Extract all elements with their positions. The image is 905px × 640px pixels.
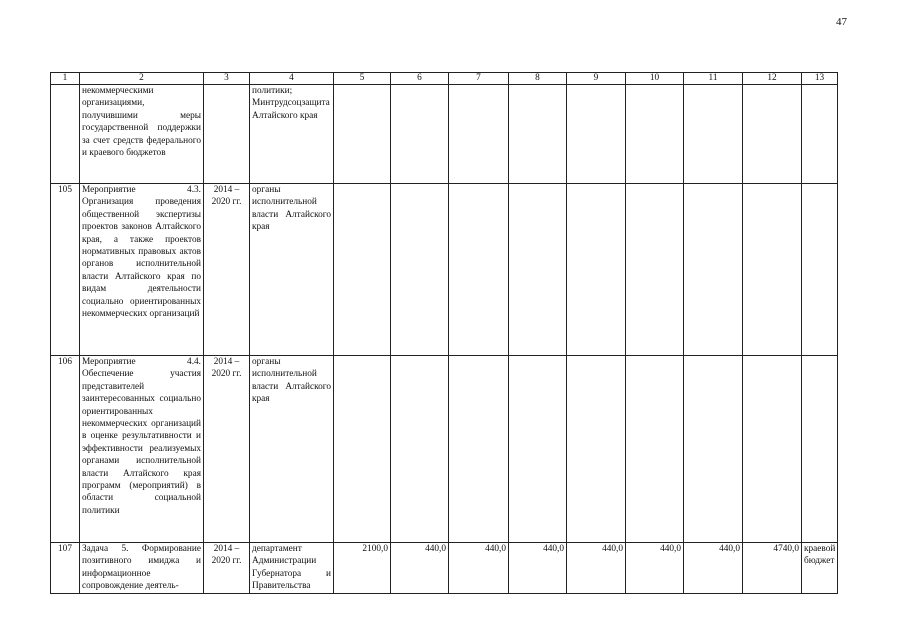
column-number: 4 [250, 73, 334, 85]
value-cell [391, 356, 449, 543]
value-cell [391, 85, 449, 184]
value-cell [509, 85, 567, 184]
value-cell [567, 85, 626, 184]
value-cell [743, 184, 802, 356]
value-cell [684, 85, 743, 184]
value-cell [626, 85, 684, 184]
value-cell [743, 85, 802, 184]
value-cell [567, 184, 626, 356]
value-cell: 2100,0 [334, 543, 391, 594]
value-cell [509, 356, 567, 543]
value-cell [334, 85, 391, 184]
value-cell: 440,0 [684, 543, 743, 594]
value-cell [449, 356, 509, 543]
funding-source-cell [802, 184, 838, 356]
value-cell: 440,0 [449, 543, 509, 594]
column-number: 6 [391, 73, 449, 85]
program-activities-table [50, 72, 838, 594]
value-cell: 4740,0 [743, 543, 802, 594]
period-cell [204, 85, 250, 184]
value-cell [626, 184, 684, 356]
activity-description: Мероприятие 4.3. Организация проведения общественной экспертизы проектов законов Алтайского края, а также проектов нормативных правовых актов органов исполнительной власти Алтайского края по видам деятельности социально ориентированных некоммерческих организаций [80, 184, 204, 356]
funding-source-cell [802, 356, 838, 543]
period-cell: 2014 – 2020 гг. [204, 184, 250, 356]
column-number: 7 [449, 73, 509, 85]
funding-source-cell [802, 85, 838, 184]
row-number: 106 [51, 356, 80, 543]
activity-description: Мероприятие 4.4. Обеспечение участия представителей заинтересованных социально ориентированных некоммерческих организаций в оценке результативности и эффективности реализуемых органами исполнительной власти Алтайского края программ (мероприятий) в области социальной политики [80, 356, 204, 543]
row-number: 107 [51, 543, 80, 594]
executor-cell: департамент Администрации Губернатора и Правительства [250, 543, 334, 594]
table-row [51, 184, 838, 356]
value-cell [334, 356, 391, 543]
value-cell: 440,0 [509, 543, 567, 594]
table-row [51, 543, 838, 594]
period-cell: 2014 – 2020 гг. [204, 356, 250, 543]
column-number: 10 [626, 73, 684, 85]
value-cell: 440,0 [567, 543, 626, 594]
row-number: 105 [51, 184, 80, 356]
value-cell [509, 184, 567, 356]
value-cell [684, 184, 743, 356]
page-number: 47 [836, 16, 847, 28]
column-number: 11 [684, 73, 743, 85]
activity-description: некоммерческими организациями, получившими меры государственной поддержки за счет средств федерального и краевого бюджетов [80, 85, 204, 184]
activity-description: Задача 5. Формирование позитивного имиджа и информационное сопровождение деятель- [80, 543, 204, 594]
value-cell [449, 184, 509, 356]
column-number: 12 [743, 73, 802, 85]
value-cell [334, 184, 391, 356]
column-number: 1 [51, 73, 80, 85]
column-number: 8 [509, 73, 567, 85]
value-cell [449, 85, 509, 184]
column-number: 2 [80, 73, 204, 85]
column-number: 9 [567, 73, 626, 85]
value-cell: 440,0 [626, 543, 684, 594]
column-number: 13 [802, 73, 838, 85]
period-cell: 2014 – 2020 гг. [204, 543, 250, 594]
executor-cell: политики; Минтрудсоцзащита Алтайского края [250, 85, 334, 184]
value-cell [684, 356, 743, 543]
executor-cell: органы исполнительной власти Алтайского края [250, 356, 334, 543]
value-cell [567, 356, 626, 543]
value-cell [391, 184, 449, 356]
executor-cell: органы исполнительной власти Алтайского края [250, 184, 334, 356]
column-number: 3 [204, 73, 250, 85]
value-cell [743, 356, 802, 543]
value-cell: 440,0 [391, 543, 449, 594]
row-number [51, 85, 80, 184]
value-cell [626, 356, 684, 543]
column-number-row [51, 73, 838, 85]
funding-source-cell: краевой бюджет [802, 543, 838, 594]
column-number: 5 [334, 73, 391, 85]
table-row [51, 356, 838, 543]
table-row [51, 85, 838, 184]
